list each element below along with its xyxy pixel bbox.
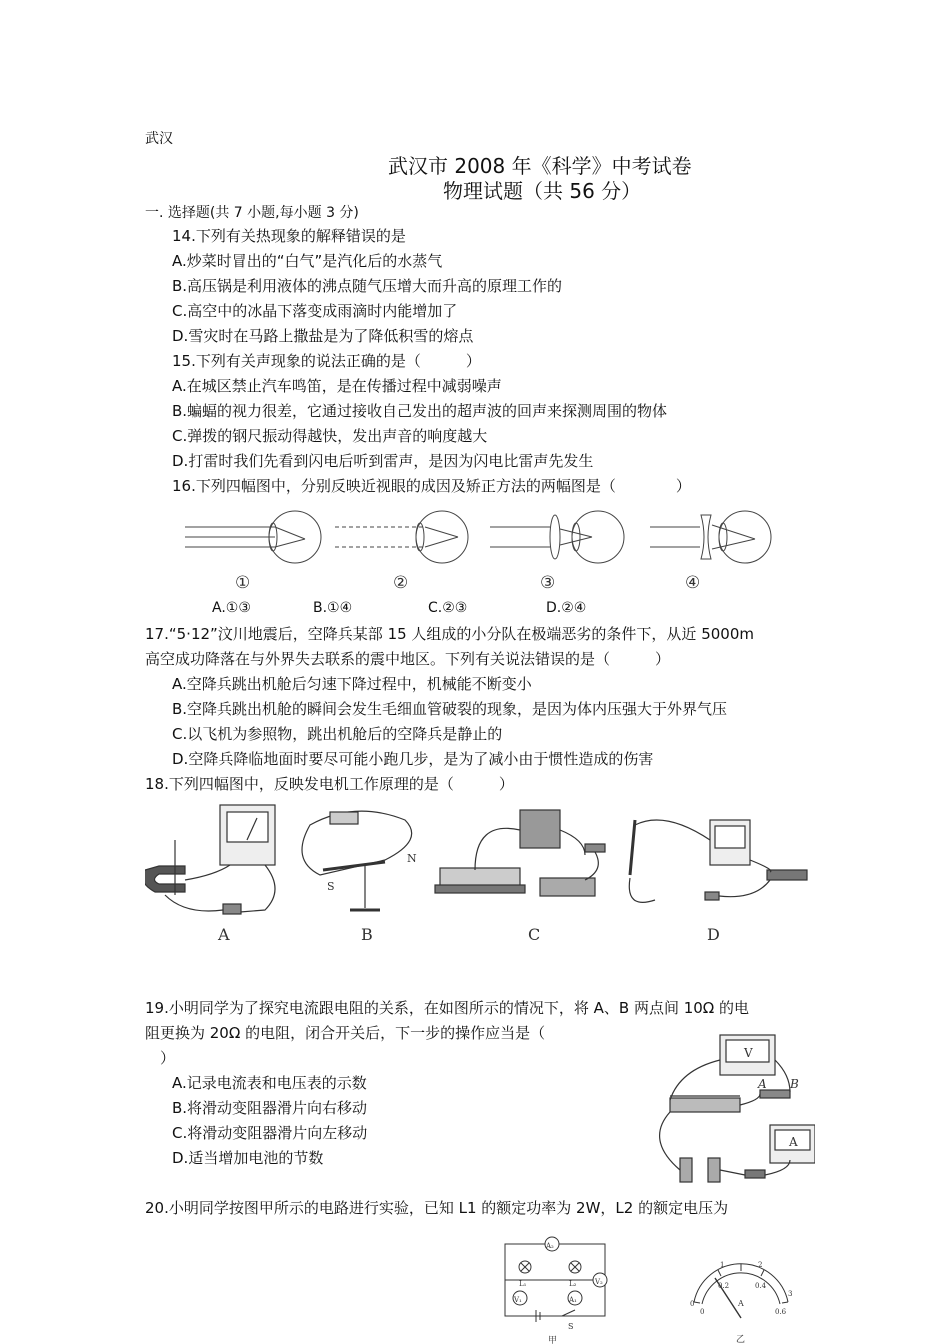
q20-caption-yi: 乙 xyxy=(736,1335,746,1344)
header-city: 武汉 xyxy=(145,131,173,147)
q15-stem: 15.下列有关声现象的说法正确的是（ ） xyxy=(172,352,481,370)
q15-option-d: D.打雷时我们先看到闪电后听到雷声，是因为闪电比雷声先发生 xyxy=(172,452,594,470)
svg-text:S: S xyxy=(327,880,335,893)
q19-circuit-figure xyxy=(640,1030,815,1190)
section-heading: 一. 选择题(共 7 小题,每小题 3 分) xyxy=(145,205,359,221)
q20-lamp-l2: L₂ xyxy=(569,1280,577,1288)
svg-text:N: N xyxy=(407,852,417,865)
q20-ammeter-yi xyxy=(680,1256,800,1344)
q17-option-d: D.空降兵降临地面时要尽可能小跑几步，是为了减小由于惯性造成的伤害 xyxy=(172,750,654,768)
q16-option-d: D.②④ xyxy=(546,600,587,616)
eye-diagram-1 xyxy=(185,511,321,563)
q20-scale-bottom-2: 0.4 xyxy=(755,1282,767,1290)
q20-unit-a: A xyxy=(738,1299,744,1308)
q17-option-a: A.空降兵跳出机舱后匀速下降过程中，机械能不断变小 xyxy=(172,675,532,693)
q17-option-c: C.以飞机为参照物，跳出机舱后的空降兵是静止的 xyxy=(172,725,503,743)
q16-label-1: ① xyxy=(235,573,251,593)
q20-meter-v2: V₂ xyxy=(595,1278,603,1286)
q16-option-c: C.②③ xyxy=(428,600,468,616)
q18-label-a: A xyxy=(218,925,230,944)
q19-stem-line2: 阻更换为 20Ω 的电阻，闭合开关后，下一步的操作应当是（ xyxy=(145,1024,546,1042)
q14-option-a: A.炒菜时冒出的“白气”是汽化后的水蒸气 xyxy=(172,252,443,270)
eye-diagram-4 xyxy=(650,511,771,563)
q20-lamp-l1: L₁ xyxy=(519,1280,527,1288)
q18-diagram-b xyxy=(302,811,417,910)
q19-option-d: D.适当增加电池的节数 xyxy=(172,1149,324,1167)
q20-scale-bottom-1: 0.2 xyxy=(718,1282,730,1290)
q18-diagram-a xyxy=(145,805,275,914)
q18-diagram-d xyxy=(629,820,807,902)
q18-stem: 18.下列四幅图中，反映发电机工作原理的是（ ） xyxy=(145,775,514,793)
q17-stem-line1: 17.“5·12”汶川地震后，空降兵某部 15 人组成的小分队在极端恶劣的条件下，从近 5000m xyxy=(145,625,754,643)
q20-scale-bottom-0: 0 xyxy=(700,1308,705,1316)
q18-label-b: B xyxy=(361,925,373,944)
q19-stem-line1: 19.小明同学为了探究电流跟电阻的关系，在如图所示的情况下，将 A、B 两点间 10Ω 的电 xyxy=(145,999,750,1017)
eye-diagram-3 xyxy=(490,511,624,563)
q14-option-b: B.高压锅是利用液体的沸点随气压增大而升高的原理工作的 xyxy=(172,277,563,295)
q15-option-b: B.蝙蝠的视力很差，它通过接收自己发出的超声波的回声来探测周围的物体 xyxy=(172,402,668,420)
q17-option-b: B.空降兵跳出机舱的瞬间会发生毛细血管破裂的现象，是因为体内压强大于外界气压 xyxy=(172,700,728,718)
q19-option-a: A.记录电流表和电压表的示数 xyxy=(172,1074,367,1092)
q20-meter-a2: A₂ xyxy=(546,1242,554,1250)
q16-label-2: ② xyxy=(393,573,409,593)
q16-stem: 16.下列四幅图中，分别反映近视眼的成因及矫正方法的两幅图是（ ） xyxy=(172,477,691,495)
q20-scale-bottom-3: 0.6 xyxy=(775,1308,787,1316)
q16-option-a: A.①③ xyxy=(212,600,251,616)
page-subtitle: 物理试题（共 56 分） xyxy=(443,179,642,203)
q18-diagram-c xyxy=(435,810,605,896)
q19-voltmeter-label: V xyxy=(744,1046,753,1060)
q16-label-4: ④ xyxy=(685,573,701,593)
q16-option-b: B.①④ xyxy=(313,600,353,616)
q14-stem: 14.下列有关热现象的解释错误的是 xyxy=(172,227,406,245)
q19-stem-line3: ） xyxy=(160,1049,176,1067)
q20-meter-v1: V₁ xyxy=(514,1296,522,1304)
q20-circuit-jia xyxy=(500,1232,615,1344)
q18-label-c: C xyxy=(528,925,541,944)
q19-point-b-label: B xyxy=(790,1077,799,1091)
q19-option-c: C.将滑动变阻器滑片向左移动 xyxy=(172,1124,368,1142)
q14-option-d: D.雪灾时在马路上撒盐是为了降低积雪的熔点 xyxy=(172,327,474,345)
q15-option-c: C.弹拨的钢尺振动得越快，发出声音的响度越大 xyxy=(172,427,488,445)
q20-scale-top-3: 3 xyxy=(788,1290,793,1298)
eye-diagram-2 xyxy=(335,511,468,563)
q19-point-a-label: A xyxy=(758,1077,767,1091)
q16-label-3: ③ xyxy=(540,573,556,593)
q14-option-c: C.高空中的冰晶下落变成雨滴时内能增加了 xyxy=(172,302,458,320)
q17-stem-line2: 高空成功降落在与外界失去联系的震中地区。下列有关说法错误的是（ ） xyxy=(145,650,671,668)
q20-caption-jia: 甲 xyxy=(548,1336,558,1344)
q18-label-d: D xyxy=(707,925,720,944)
q18-generator-diagrams xyxy=(145,800,810,950)
page-title: 武汉市 2008 年《科学》中考试卷 xyxy=(388,154,692,178)
q20-scale-top-2: 2 xyxy=(758,1261,763,1269)
q16-eye-diagrams xyxy=(180,505,780,597)
q20-meter-a1: A₁ xyxy=(569,1296,577,1304)
q19-ammeter-label: A xyxy=(789,1135,798,1149)
q20-switch-s: S xyxy=(568,1322,574,1331)
q20-stem: 20.小明同学按图甲所示的电路进行实验，已知 L1 的额定功率为 2W，L2 的额定电压为 xyxy=(145,1199,729,1217)
q20-scale-top-1: 1 xyxy=(720,1261,725,1269)
q20-scale-top-0: 0 xyxy=(690,1300,695,1308)
q19-option-b: B.将滑动变阻器滑片向右移动 xyxy=(172,1099,368,1117)
q15-option-a: A.在城区禁止汽车鸣笛，是在传播过程中减弱噪声 xyxy=(172,377,502,395)
